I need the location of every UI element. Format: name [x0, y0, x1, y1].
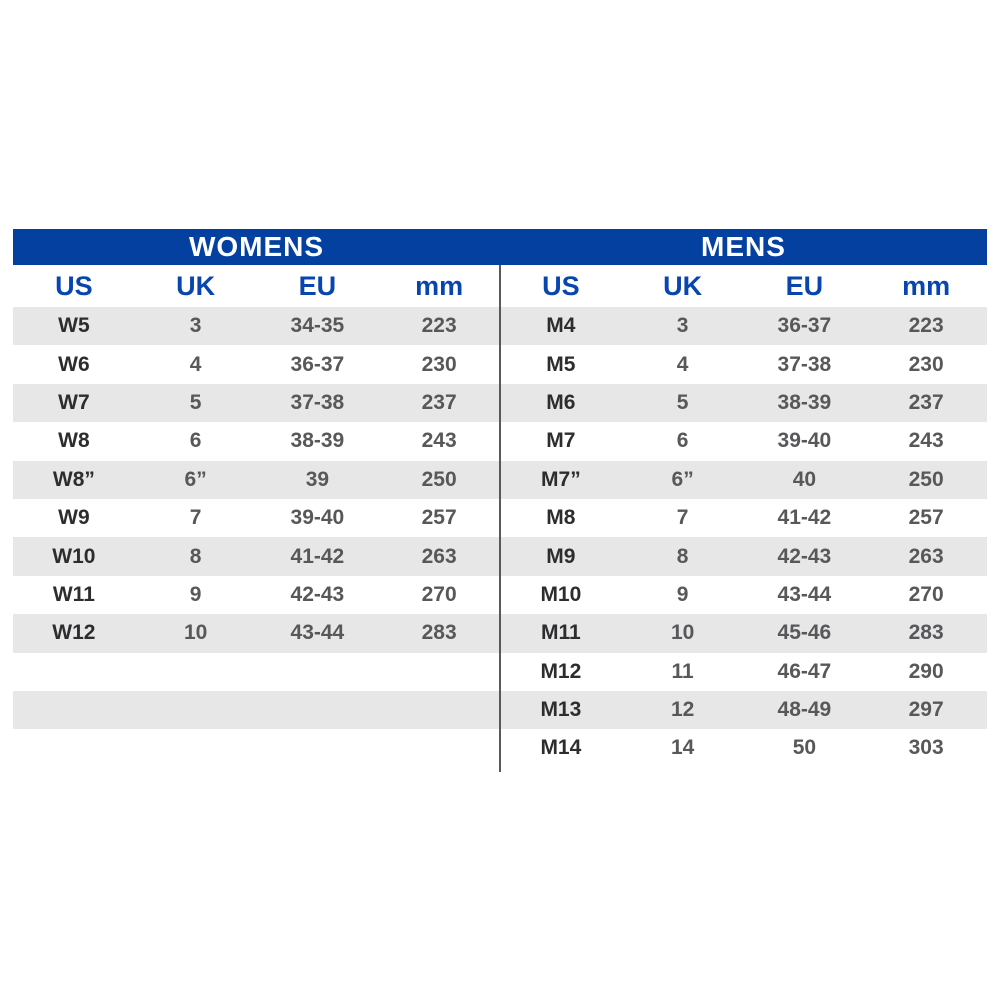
cell-eu: 40	[792, 467, 817, 491]
cell-eu: 39-40	[777, 429, 832, 453]
cell-eu: 42-43	[290, 582, 345, 606]
cell-us: M13	[540, 698, 582, 722]
cell-us: W10	[52, 544, 96, 568]
cell-mm: 283	[908, 621, 944, 645]
cell-us: M12	[540, 659, 582, 683]
table-row	[500, 384, 987, 422]
column-header-mm: mm	[415, 270, 464, 301]
cell-uk: 12	[670, 698, 695, 722]
cell-eu: 36-37	[290, 352, 345, 376]
cell-eu: 46-47	[777, 659, 832, 683]
cell-uk: 6”	[671, 467, 694, 491]
cell-us: W11	[52, 582, 95, 606]
womens-section-title: WOMENS	[188, 231, 325, 262]
cell-eu: 45-46	[777, 621, 832, 645]
cell-mm: 257	[421, 506, 457, 530]
cell-uk: 4	[676, 352, 689, 376]
cell-uk: 7	[676, 506, 689, 530]
column-header-us: US	[542, 270, 580, 301]
cell-eu: 41-42	[290, 544, 345, 568]
table-row	[500, 345, 987, 383]
table-row	[13, 384, 500, 422]
cell-eu: 36-37	[777, 314, 832, 338]
cell-mm: 223	[421, 314, 457, 338]
mens-section-title: MENS	[701, 231, 786, 262]
cell-uk: 8	[676, 544, 689, 568]
table-row	[500, 499, 987, 537]
cell-us: M4	[546, 314, 576, 338]
cell-us: W6	[58, 352, 90, 376]
cell-eu: 38-39	[777, 390, 832, 414]
cell-us: W5	[58, 314, 90, 338]
cell-eu: 43-44	[777, 582, 832, 606]
table-row	[13, 537, 500, 575]
mens-rows	[500, 307, 987, 768]
cell-us: M11	[541, 621, 581, 645]
cell-uk: 5	[189, 390, 202, 414]
cell-mm: 223	[908, 314, 944, 338]
cell-mm: 283	[421, 621, 457, 645]
cell-eu: 43-44	[290, 621, 345, 645]
table-row	[13, 729, 500, 767]
cell-uk: 4	[189, 352, 202, 376]
cell-mm: 230	[421, 352, 457, 376]
table-row	[13, 653, 500, 691]
table-row	[500, 691, 987, 729]
cell-us: M7	[546, 429, 576, 453]
column-header-eu: EU	[298, 270, 337, 301]
cell-us: M5	[546, 352, 576, 376]
cell-mm: 237	[908, 390, 944, 414]
table-row	[500, 307, 987, 345]
cell-uk: 10	[670, 621, 695, 645]
cell-uk: 3	[189, 314, 202, 338]
chart-body	[13, 265, 987, 768]
cell-mm: 230	[908, 352, 944, 376]
table-row	[13, 576, 500, 614]
cell-uk: 6”	[184, 467, 207, 491]
womens-rows	[13, 307, 500, 768]
table-row	[13, 461, 500, 499]
cell-mm: 270	[421, 582, 457, 606]
cell-eu: 37-38	[777, 352, 832, 376]
cell-uk: 7	[189, 506, 202, 530]
table-row	[13, 614, 500, 652]
cell-mm: 250	[421, 467, 457, 491]
cell-mm: 237	[421, 390, 457, 414]
cell-eu: 39	[305, 467, 330, 491]
size-chart	[13, 229, 987, 768]
cell-eu: 48-49	[777, 698, 832, 722]
cell-mm: 263	[908, 544, 944, 568]
column-header-us: US	[55, 270, 93, 301]
cell-eu: 37-38	[290, 390, 345, 414]
table-row	[500, 422, 987, 460]
womens-table	[13, 265, 500, 768]
mens-table	[500, 265, 987, 768]
cell-mm: 270	[908, 582, 944, 606]
cell-uk: 10	[183, 621, 208, 645]
cell-mm: 243	[908, 429, 944, 453]
cell-mm: 303	[908, 736, 944, 760]
cell-eu: 34-35	[290, 314, 345, 338]
cell-mm: 290	[908, 659, 944, 683]
table-row	[500, 461, 987, 499]
table-row	[500, 537, 987, 575]
column-header-eu: EU	[785, 270, 824, 301]
cell-us: W9	[58, 506, 90, 530]
column-header-mm: mm	[902, 270, 951, 301]
cell-uk: 9	[676, 582, 689, 606]
cell-eu: 42-43	[777, 544, 832, 568]
cell-us: M7”	[541, 467, 581, 491]
table-row	[13, 345, 500, 383]
cell-uk: 6	[189, 429, 202, 453]
table-row	[13, 691, 500, 729]
cell-us: M8	[546, 506, 576, 530]
cell-us: W12	[52, 621, 96, 645]
cell-eu: 39-40	[290, 506, 345, 530]
cell-uk: 9	[189, 582, 202, 606]
cell-mm: 243	[421, 429, 457, 453]
table-row	[500, 653, 987, 691]
cell-us: M9	[546, 544, 576, 568]
cell-mm: 257	[908, 506, 944, 530]
womens-column-headers	[13, 265, 500, 307]
section-divider-line	[499, 265, 501, 772]
cell-uk: 3	[676, 314, 689, 338]
table-row	[500, 729, 987, 767]
cell-us: M6	[546, 390, 576, 414]
cell-uk: 8	[189, 544, 202, 568]
cell-uk: 6	[676, 429, 689, 453]
table-row	[13, 499, 500, 537]
column-header-uk: UK	[663, 270, 703, 301]
mens-column-headers	[500, 265, 987, 307]
cell-eu: 41-42	[777, 506, 832, 530]
cell-mm: 263	[421, 544, 457, 568]
table-row	[13, 422, 500, 460]
chart-header	[13, 229, 987, 265]
cell-eu: 50	[792, 736, 817, 760]
cell-uk: 14	[670, 736, 695, 760]
cell-uk: 5	[676, 390, 689, 414]
cell-mm: 250	[908, 467, 944, 491]
cell-us: M10	[540, 582, 582, 606]
cell-uk: 11	[671, 659, 694, 683]
cell-us: W8	[58, 429, 90, 453]
cell-mm: 297	[908, 698, 944, 722]
column-header-uk: UK	[176, 270, 216, 301]
table-row	[500, 614, 987, 652]
cell-us: W7	[58, 390, 90, 414]
cell-us: W8”	[52, 467, 95, 491]
table-row	[13, 307, 500, 345]
cell-eu: 38-39	[290, 429, 345, 453]
table-row	[500, 576, 987, 614]
cell-us: M14	[540, 736, 582, 760]
